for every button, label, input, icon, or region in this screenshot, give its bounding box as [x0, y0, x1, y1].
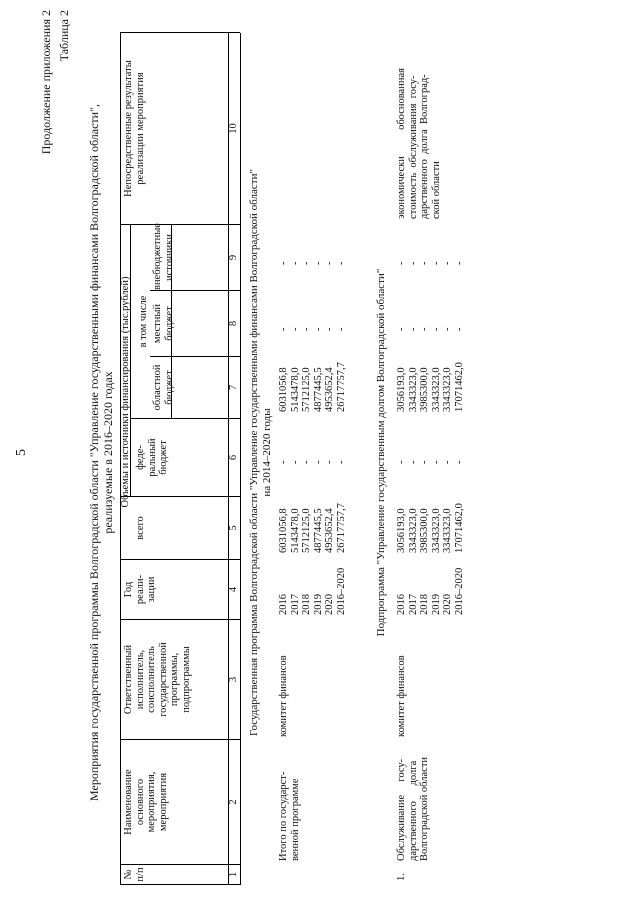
debt-service-executor: комитет финансов: [396, 655, 407, 737]
col-number-10: 10: [228, 123, 239, 134]
col-number-5: 5: [228, 525, 239, 531]
header-number: № п/п: [123, 867, 146, 882]
debt-service-local: - - - - - -: [396, 327, 465, 331]
program-local: - - - - - -: [278, 327, 347, 331]
col-number-4: 4: [228, 586, 239, 593]
header-including: в том числе: [138, 295, 149, 348]
debt-service-federal: - - - - - -: [396, 460, 465, 464]
debt-service-years: 2016 2017 2018 2019 2020 2016–2020: [396, 567, 465, 615]
header-name: Наименование основного мероприятия, мероприятия: [123, 769, 169, 835]
col-number-1: 1: [228, 871, 239, 878]
program-total-executor: комитет финансов: [278, 655, 289, 737]
program-extrabudget: - - - - - -: [278, 261, 347, 265]
program-totals: 6031056,8 5143478,0 5712125,0 4877445,5 4953652,4 26717757,7: [278, 503, 347, 553]
program-heading: Государственная программа Волгоградской области "Управление государственными финансами Волгоградской области": [248, 169, 260, 736]
col-number-8: 8: [228, 320, 239, 327]
program-years: 2016 2017 2018 2019 2020 2016–2020: [278, 567, 347, 615]
subprogram-heading: Подпрограмма "Управление государственным долгом Волгоградской области": [375, 268, 387, 637]
table-label: Таблица 2: [57, 10, 71, 62]
header-executor: Ответственный исполнитель, соисполнитель государственной программы, подпрограммы: [123, 642, 192, 717]
program-heading-years: на 2014–2020 годы: [261, 408, 273, 497]
document-subtitle: реализуемые в 2016–2020 годах: [101, 371, 115, 534]
header-results: Непосредственные результаты реализации мероприятия: [123, 60, 146, 197]
col-number-2: 2: [228, 799, 239, 805]
debt-service-totals: 3056193,0 3343323,0 3985300,0 3343323,0 3343323,0 17071462,0: [396, 503, 465, 553]
header-regional: областной бюджет: [152, 364, 175, 411]
debt-service-extrabudget: - - - - - -: [396, 261, 465, 265]
debt-service-regional: 3056193,0 3343323,0 3985300,0 3343323,0 3343323,0 17071462,0: [396, 362, 465, 412]
program-federal: - - - - - -: [278, 460, 347, 464]
col-number-3: 3: [228, 676, 239, 683]
debt-service-name: Обслуживание госу- дарственного долга Волгоградской области: [396, 756, 431, 861]
page-number: 5: [14, 449, 29, 456]
program-total-name: Итого по государст- венной программе: [278, 771, 301, 861]
debt-service-result: экономически обоснованная стоимость обслуживания госу- дарственного долга Волгоград- ской области: [396, 68, 442, 219]
row-number: 1.: [396, 873, 407, 881]
header-local: местный бюджет: [152, 303, 175, 344]
col-number-6: 6: [228, 454, 239, 461]
program-regional: 6031056,8 5143478,0 5712125,0 4877445,5 4953652,4 26717757,7: [278, 362, 347, 412]
col-number-7: 7: [228, 384, 239, 391]
header-extrabudget: внебюджетные источники: [152, 223, 175, 290]
col-number-9: 9: [228, 254, 239, 261]
header-funding: Объемы и источники финансирования (тыс.рублей): [120, 276, 131, 508]
appendix-continuation: Продолжение приложения 2: [39, 10, 53, 155]
header-total: всего: [135, 516, 146, 540]
document-title: Мероприятия государственной программы Волгоградской области "Управление государственными финансами Волгоградской области",: [87, 104, 101, 801]
header-year: Год реали- зации: [123, 574, 157, 605]
header-federal: феде- ральный бюджет: [135, 438, 169, 477]
